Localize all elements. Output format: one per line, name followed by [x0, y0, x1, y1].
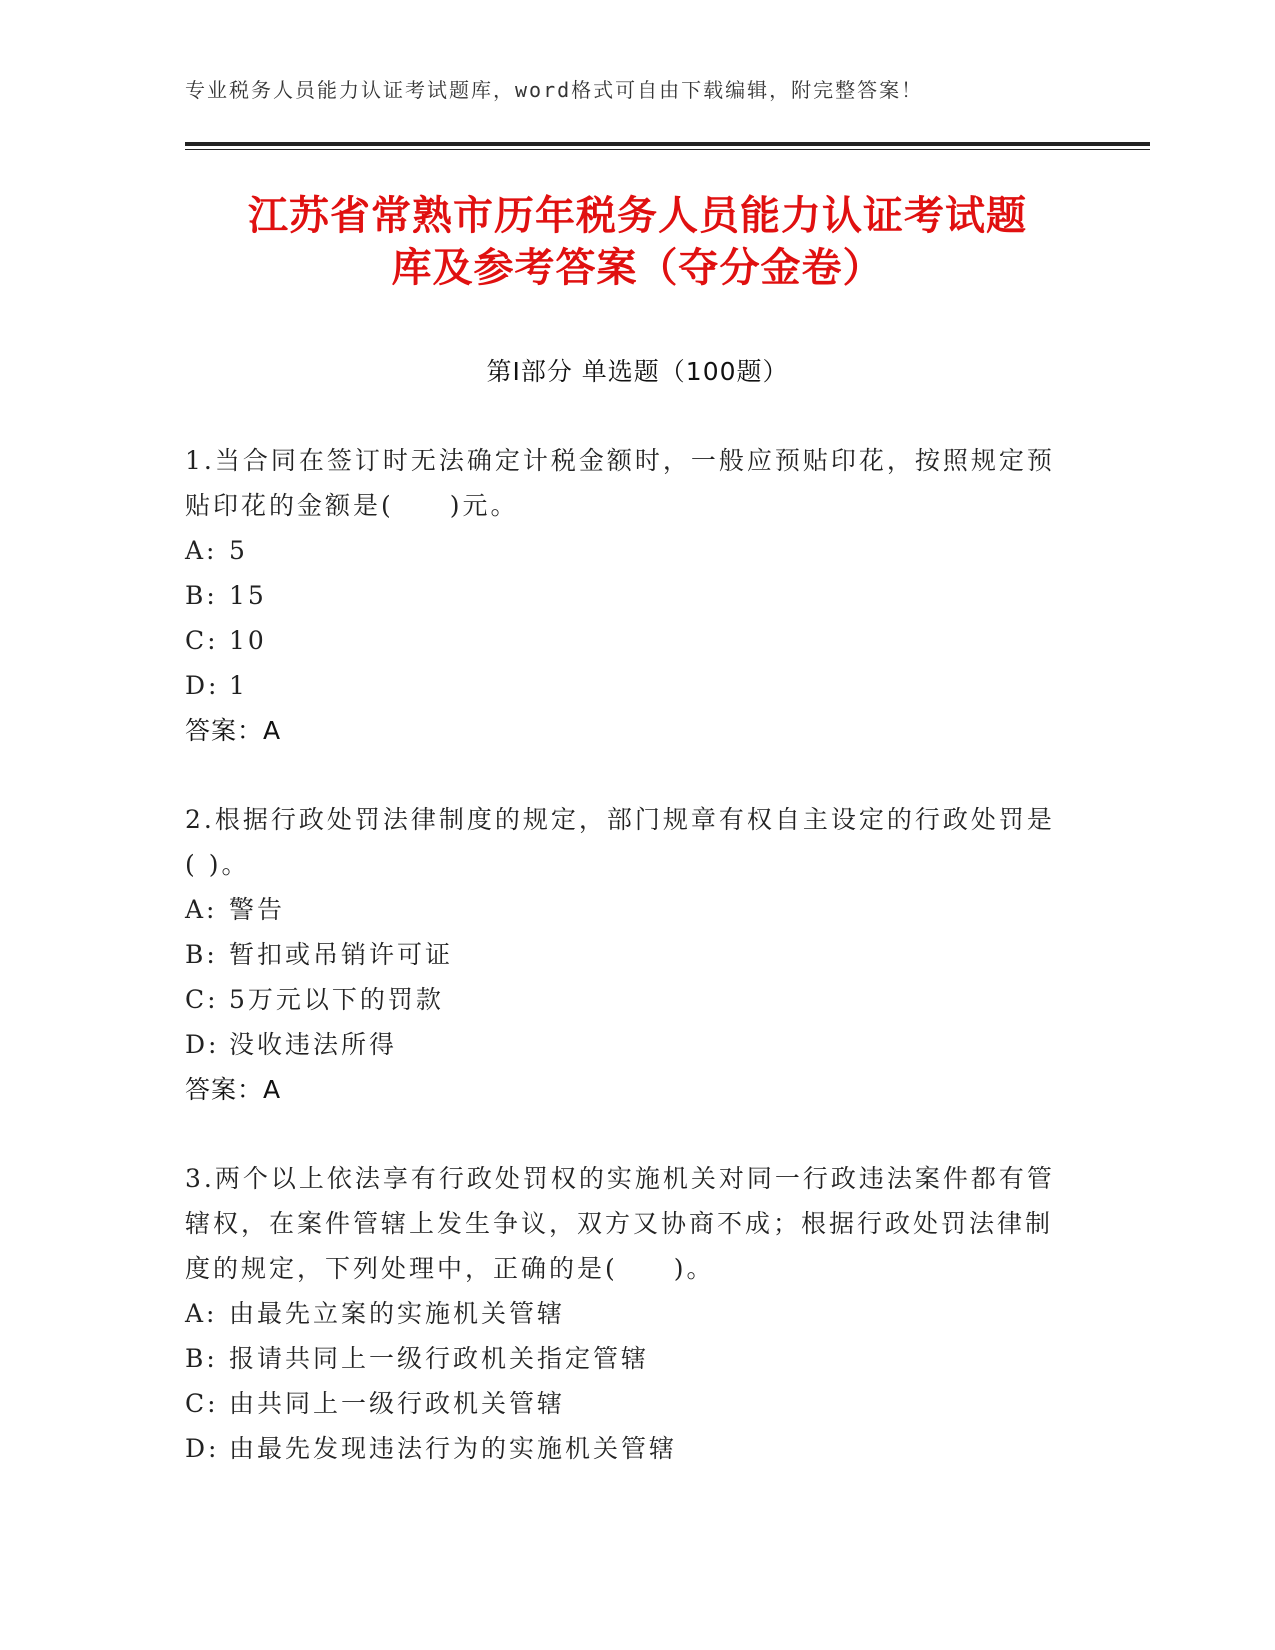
option-key: D: [185, 1030, 220, 1059]
question-list [185, 438, 1055, 1515]
option-key: B: [185, 1344, 218, 1373]
question-text: 3.两个以上依法享有行政处罚权的实施机关对同一行政违法案件都有管辖权，在案件管辖上发生争议，双方又协商不成；根据行政处罚法律制度的规定，下列处理中，正确的是( )。 [185, 1164, 1055, 1283]
option-text: 没收违法所得 [229, 1030, 398, 1059]
option-c [185, 1381, 1055, 1426]
option-text: 报请共同上一级行政机关指定管辖 [229, 1344, 650, 1373]
answer-text: 答案：A [185, 1075, 282, 1104]
option-key: A: [185, 536, 218, 565]
section-title: 第Ⅰ部分 单选题（100题） [486, 357, 789, 386]
document-title-line2: 库及参考答案（夺分金卷） [391, 245, 884, 291]
option-b [185, 1336, 1055, 1381]
document-title [150, 190, 1125, 294]
question-1 [185, 438, 1055, 753]
option-text: 警告 [229, 895, 286, 924]
question-2 [185, 797, 1055, 1112]
option-key: A: [185, 1299, 218, 1328]
option-text: 5万元以下的罚款 [229, 985, 444, 1014]
header-rule-thick [185, 142, 1150, 146]
option-text: 15 [229, 581, 267, 610]
option-a [185, 887, 1055, 932]
header-text: 专业税务人员能力认证考试题库，word格式可自由下载编辑，附完整答案！ [185, 78, 924, 102]
document-title-line1: 江苏省常熟市历年税务人员能力认证考试题 [248, 193, 1027, 239]
option-text: 由最先立案的实施机关管辖 [229, 1299, 566, 1328]
question-3 [185, 1156, 1055, 1471]
header-rule-thin [185, 149, 1150, 150]
option-c [185, 618, 1055, 663]
option-c [185, 977, 1055, 1022]
option-a [185, 1291, 1055, 1336]
option-key: C: [185, 985, 219, 1014]
answer-text: 答案：A [185, 716, 282, 745]
option-d [185, 1022, 1055, 1067]
option-key: B: [185, 581, 218, 610]
question-text: 2.根据行政处罚法律制度的规定，部门规章有权自主设定的行政处罚是( )。 [185, 805, 1055, 879]
question-text: 1.当合同在签订时无法确定计税金额时，一般应预贴印花，按照规定预贴印花的金额是( )元。 [185, 446, 1055, 520]
option-text: 由最先发现违法行为的实施机关管辖 [229, 1434, 678, 1463]
option-text: 暂扣或吊销许可证 [229, 940, 454, 969]
option-key: C: [185, 626, 219, 655]
option-d [185, 663, 1055, 708]
option-d [185, 1426, 1055, 1471]
option-text: 10 [229, 626, 267, 655]
option-a [185, 528, 1055, 573]
option-key: C: [185, 1389, 219, 1418]
option-key: A: [185, 895, 218, 924]
option-text: 由共同上一级行政机关管辖 [229, 1389, 566, 1418]
option-key: B: [185, 940, 218, 969]
option-b [185, 932, 1055, 977]
option-text: 1 [229, 671, 248, 700]
option-text: 5 [229, 536, 248, 565]
option-key: D: [185, 1434, 220, 1463]
option-key: D: [185, 671, 220, 700]
option-b [185, 573, 1055, 618]
